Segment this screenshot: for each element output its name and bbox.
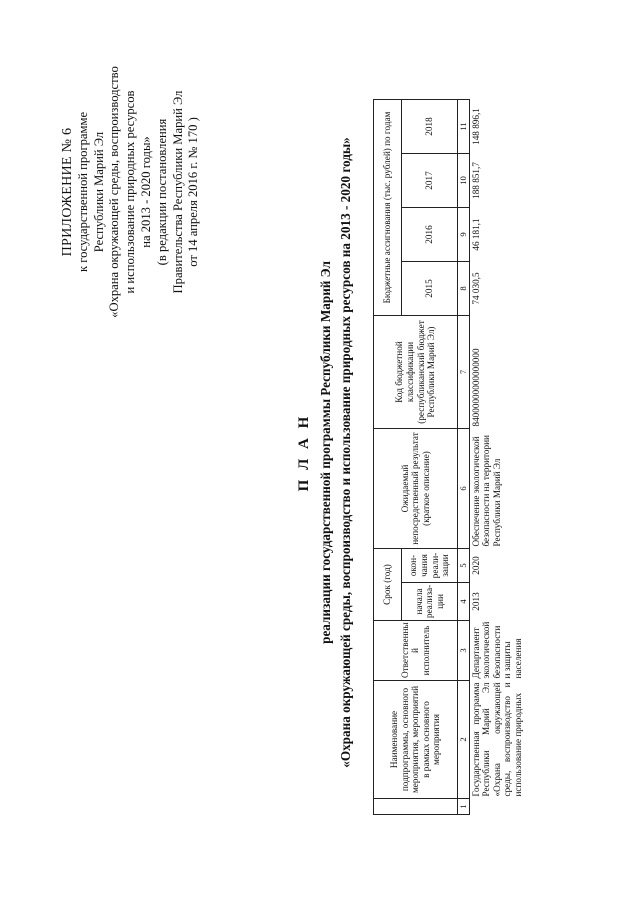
column-number: 10 xyxy=(458,154,470,208)
header-year-2018: 2018 xyxy=(402,99,458,153)
header-result: Ожидаемый непосредственный результат (краткое описание) xyxy=(374,429,458,549)
column-number: 6 xyxy=(458,429,470,549)
budget-2018: 148 896,1 xyxy=(470,108,481,145)
table-row xyxy=(469,99,600,814)
column-number: 1 xyxy=(458,799,470,815)
row-number xyxy=(469,799,600,815)
responsible-executor: Департамент экологической безопасности и защиты населения xyxy=(470,621,523,679)
header-row-number xyxy=(374,799,458,815)
plan-heading: П Л А Н xyxy=(296,413,312,492)
appendix-header xyxy=(60,27,202,357)
header-term-end: окон-чания реали-зации xyxy=(402,549,458,583)
budget-2017: 188 851,7 xyxy=(470,162,481,199)
column-number: 3 xyxy=(458,621,470,681)
header-name: Наименование подпрограммы, основного мероприятия, мероприятий в рамках основного мероприятия xyxy=(374,681,458,799)
column-number: 7 xyxy=(458,316,470,429)
appendix-line: и использование природных ресурсов xyxy=(123,90,138,294)
header-responsible: Ответственны й исполнитель xyxy=(374,621,458,681)
column-number: 11 xyxy=(458,99,470,153)
term-start: 2013 xyxy=(470,592,481,611)
column-number-row xyxy=(458,99,470,814)
appendix-line: на 2013 - 2020 годы» xyxy=(138,136,153,248)
appendix-line: Правительства Республики Марий Эл xyxy=(170,90,185,294)
header-year-2017: 2017 xyxy=(402,154,458,208)
column-number: 4 xyxy=(458,583,470,621)
header-year-2015: 2015 xyxy=(402,262,458,316)
budget-2016: 46 181,1 xyxy=(470,218,481,251)
program-name: Государственная программа Республики Марий Эл «Охрана окружающей среды, воспроизводство и использование природных xyxy=(470,682,523,797)
expected-result: Обеспечение экологической безопасности на территории Республики Марий Эл xyxy=(470,435,502,547)
appendix-line: «Охрана окружающей среды, воспроизводство xyxy=(107,66,122,318)
appendix-line: (в редакции постановления xyxy=(154,118,169,266)
budget-2015: 74 030,5 xyxy=(470,272,481,305)
appendix-line: к государственной программе xyxy=(75,111,90,273)
appendix-line: ПРИЛОЖЕНИЕ № 6 xyxy=(60,127,75,257)
header-year-2016: 2016 xyxy=(402,208,458,262)
appendix-line: от 14 апреля 2016 г. № 170 ) xyxy=(186,117,201,267)
column-number: 5 xyxy=(458,549,470,583)
column-number: 9 xyxy=(458,208,470,262)
appendix-line: Республики Марий Эл xyxy=(91,131,106,253)
plan-subtitle: реализации государственной программы Республики Марий Эл xyxy=(318,261,333,644)
plan-program-title: «Охрана окружающей среды, воспроизводство и использование природных ресурсов на 2013 - 2020 годы» xyxy=(338,137,353,768)
header-budget: Бюджетные ассигнования (тыс. рублей) по годам xyxy=(374,99,402,315)
header-term: Срок (год) xyxy=(374,549,402,621)
term-end: 2020 xyxy=(470,556,481,575)
plan-table xyxy=(373,99,600,815)
header-budget-code: Код бюджетной классификации (республиканский бюджет Республики Марий Эл) xyxy=(374,316,458,429)
column-number: 8 xyxy=(458,262,470,316)
column-number: 2 xyxy=(458,681,470,799)
header-term-start: начала реализа-ции xyxy=(402,583,458,621)
budget-code: 84000000000000000 xyxy=(470,348,481,427)
